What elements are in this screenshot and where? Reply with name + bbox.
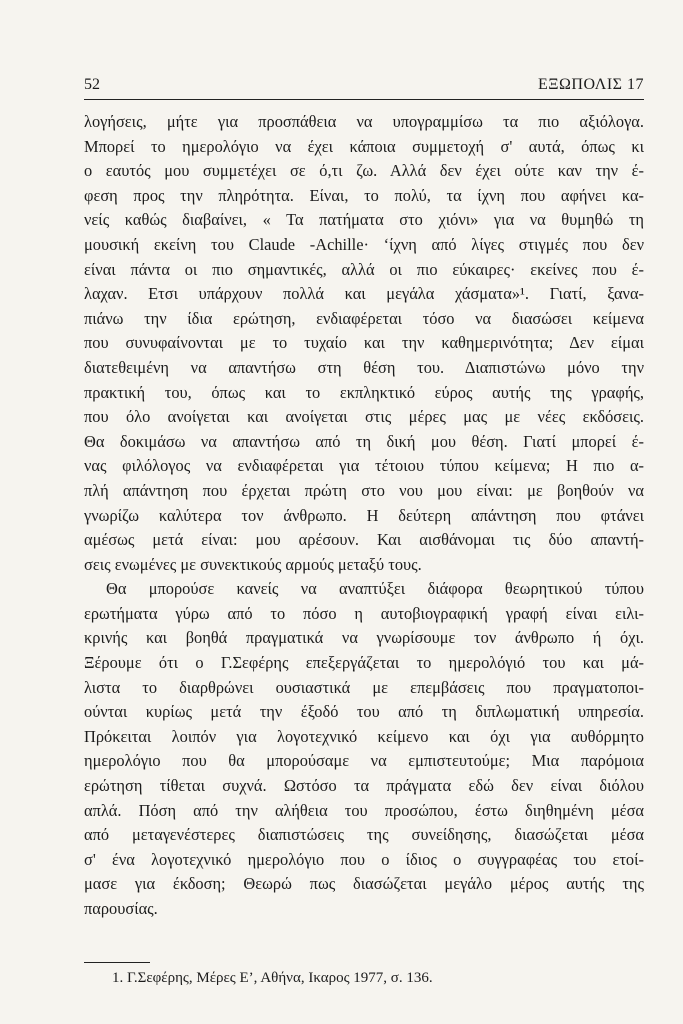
text-line: Θα μπορούσε κανείς να αναπτύξει διάφορα θεωρητικού τύπου	[106, 579, 644, 599]
text-line: φεση προς την πληρότητα. Είναι, το πολύ, τα ίχνη που αφήνει κα-	[84, 185, 644, 205]
text-line: ούνται κυρίως μετά την έξοδό του από τη διπλωματική υπηρεσία.	[84, 702, 644, 722]
text-line: μουσική εκείνη του Claude -Achille· ‘ίχνη από λίγες στιγμές που δεν	[84, 234, 644, 254]
text-line: ημερολόγιο που θα μπορούσαμε να εμπιστευτούμε; Μια παρόμοια	[84, 751, 644, 771]
text-line: νείς καθώς διαβαίνει, « Τα πατήματα στο χιόνι» για να θυμηθώ τη	[84, 210, 644, 230]
page-number: 52	[84, 76, 100, 93]
text-line: σ' ένα λογοτεχνικό ημερολόγιο που ο ίδιος ο συγγραφέας του ετοί-	[84, 849, 644, 869]
text-line: Πρόκειται λοιπόν για λογοτεχνικό κείμενο και όχι για αυθόρμητο	[84, 726, 644, 746]
text-line: Μπορεί το ημερολόγιο να έχει κάποια συμμετοχή σ' αυτά, όπως κι	[84, 136, 644, 156]
text-line: ο εαυτός μου συμμετέχει σε ό,τι ζω. Αλλά δεν έχει ούτε καν την έ-	[84, 161, 644, 181]
text-line: νας φιλόλογος να ενδιαφέρεται για τέτοιου τύπου κείμενα; Η πιο α-	[84, 456, 644, 476]
text-line: αμέσως μετά είναι: μου αρέσουν. Και αισθάνομαι τις δύο απαντή-	[84, 530, 644, 550]
body-text	[84, 110, 644, 922]
text-line: πλή απάντηση που έρχεται πρώτη στο νου μου είναι: με βοηθούν να	[84, 480, 644, 500]
text-line: ερωτήματα γύρω από το πόσο η αυτοβιογραφική γραφή είναι ειλι-	[84, 603, 644, 623]
text-line: λιστα το διαρθρώνει ουσιαστικά με επεμβάσεις που πραγματοποι-	[84, 677, 644, 697]
running-title: ΕΞΩΠΟΛΙΣ 17	[537, 76, 644, 93]
paragraph-1	[84, 110, 644, 577]
text-line: είναι πάντα οι πιο σημαντικές, αλλά οι πιο εύκαιρες· εκείνες που έ-	[84, 259, 644, 279]
text-line: σεις ενωμένες με συνεκτικούς αρμούς μεταξύ τους.	[84, 554, 422, 574]
text-line: διατεθειμένη να απαντήσω στη θέση του. Διαπιστώνω μόνο την	[84, 357, 644, 377]
text-line: απλά. Πόση από την αλήθεια του προσώπου, έστω διηθημένη μέσα	[84, 800, 644, 820]
text-line: Θα δοκιμάσω να απαντήσω από τη δική μου θέση. Γιατί μπορεί έ-	[84, 431, 644, 451]
footnote-rule	[84, 962, 150, 963]
text-line: που συνυφαίνονται με το τυχαίο και την καθημερινότητα; Δεν είμαι	[84, 333, 644, 353]
text-line: Ξέρουμε ότι ο Γ.Σεφέρης επεξεργάζεται το ημερολόγιό του και μά-	[84, 653, 644, 673]
text-line: πρακτική του, όπως και το εκπληκτικό εύρος αυτής της γραφής,	[84, 382, 644, 402]
page-header	[84, 76, 644, 96]
text-line: πιάνω την ίδια ερώτηση, ενδιαφέρεται τόσο να διασώσει κείμενα	[84, 308, 644, 328]
paragraph-2	[84, 577, 644, 921]
text-line: μασε για έκδοση; Θεωρώ πως διασώζεται μεγάλο μέρος αυτής της	[84, 874, 644, 894]
text-line: παρουσίας.	[84, 899, 158, 918]
text-line: ερώτηση τίθεται συχνά. Ωστόσο τα πράγματα εδώ δεν είναι διόλου	[84, 776, 644, 796]
footnote: 1. Γ.Σεφέρης, Μέρες Ε’, Αθήνα, Ικαρος 1977, σ. 136.	[112, 970, 433, 986]
text-line: που όλο ανοίγεται και ανοίγεται στις μέρες μας με νέες εκδόσεις.	[84, 407, 644, 427]
text-line: λαχαν. Ετσι υπάρχουν πολλά και μεγάλα χάσματα»¹. Γιατί, ξανα-	[84, 284, 644, 304]
text-line: από μεταγενέστερες διαπιστώσεις της συνείδησης, διασώζεται μέσα	[84, 825, 644, 845]
text-line: γνωρίζω καλύτερα τον άνθρωπο. Η δεύτερη απάντηση που φτάνει	[84, 505, 644, 525]
text-line: λογήσεις, μήτε για προσπάθεια να υπογραμμίσω τα πιο αξιόλογα.	[84, 112, 644, 131]
text-line: κρινής και βοηθά πραγματικά να γνωρίσουμε τον άνθρωπο ή όχι.	[84, 628, 644, 648]
header-rule	[84, 99, 644, 100]
